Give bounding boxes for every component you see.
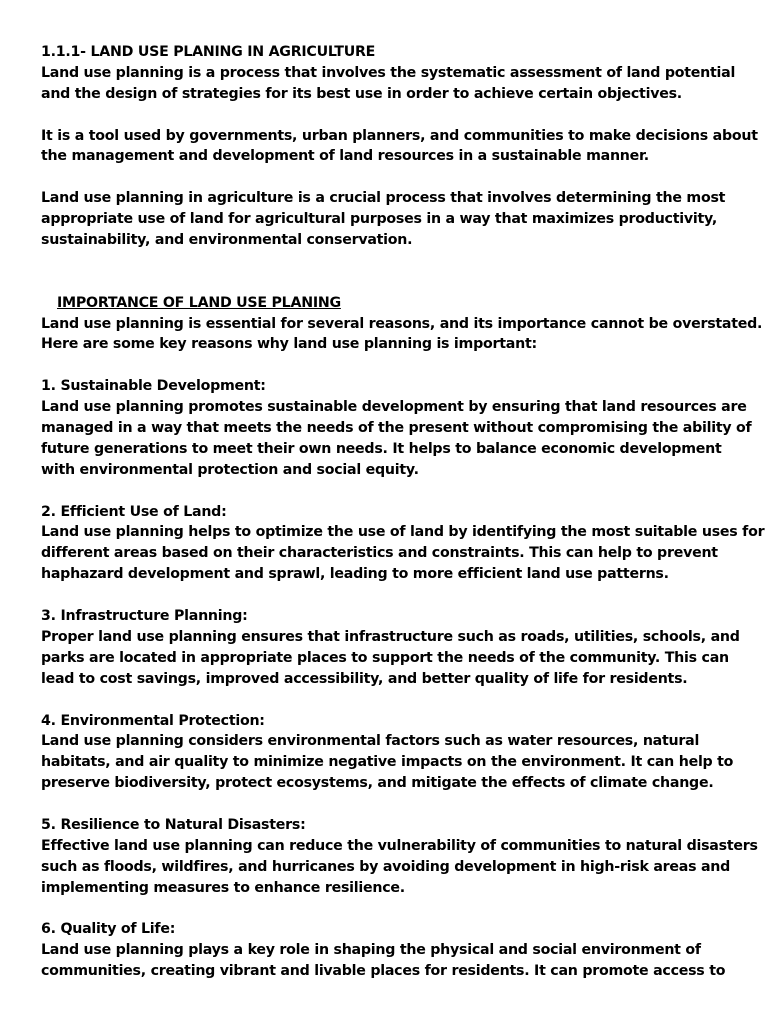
text-line: and the design of strategies for its best use in order to achieve certain objectives. [41,85,682,102]
reason-1 [41,376,752,480]
reason-heading: 6. Quality of Life: [41,921,176,938]
reason-2 [41,502,765,586]
text-line: Land use planning plays a key role in shaping the physical and social environment of [41,942,701,959]
intro-paragraph-1 [41,63,741,105]
text-line: sustainability, and environmental conservation. [41,232,413,249]
reason-heading: 3. Infrastructure Planning: [41,608,248,625]
text-line: implementing measures to enhance resilience. [41,879,405,896]
text-line: lead to cost savings, improved accessibility, and better quality of life for residents. [41,670,688,687]
text-line: future generations to meet their own needs. It helps to balance economic development [41,440,722,457]
reason-heading: 4. Environmental Protection: [41,712,265,729]
intro-paragraph-3 [41,188,741,251]
text-line: different areas based on their characteristics and constraints. This can help to prevent [41,545,718,562]
text-line: habitats, and air quality to minimize negative impacts on the environment. It can help to [41,754,734,771]
text-line: Land use planning is a process that involves the systematic assessment of land potential [41,64,736,81]
text-line: It is a tool used by governments, urban planners, and communities to make decisions about [41,127,758,144]
document-page [41,42,765,982]
text-line: Land use planning helps to optimize the use of land by identifying the most suitable uses for [41,524,765,541]
reason-5 [41,815,758,899]
text-line: haphazard development and sprawl, leading to more efficient land use patterns. [41,566,669,583]
text-line: communities, creating vibrant and livable places for residents. It can promote access to [41,963,726,980]
intro-paragraph-2 [41,126,758,168]
reason-6 [41,919,741,982]
text-line: with environmental protection and social equity. [41,461,419,478]
text-line: Here are some key reasons why land use planning is important: [41,336,537,353]
section-title: 1.1.1- LAND USE PLANING IN AGRICULTURE [41,44,376,60]
text-line: the management and development of land resources in a sustainable manner. [41,148,649,165]
reason-4 [41,711,741,795]
text-line: parks are located in appropriate places to support the needs of the community. This can [41,649,729,666]
text-line: appropriate use of land for agricultural purposes in a way that maximizes productivity, [41,211,718,228]
text-line: Land use planning considers environmental factors such as water resources, natural [41,733,700,750]
text-line: such as floods, wildfires, and hurricanes by avoiding development in high-risk areas and [41,858,731,875]
text-line: Land use planning is essential for several reasons, and its importance cannot be overstated. [41,315,763,332]
text-line: Effective land use planning can reduce the vulnerability of communities to natural disasters [41,837,758,854]
reason-heading: 5. Resilience to Natural Disasters: [41,816,306,833]
reason-heading: 1. Sustainable Development: [41,378,266,395]
text-line: preserve biodiversity, protect ecosystems, and mitigate the effects of climate change. [41,775,714,792]
reason-heading: 2. Efficient Use of Land: [41,503,227,520]
text-line: Land use planning in agriculture is a crucial process that involves determining the most [41,190,726,207]
importance-intro [41,314,763,356]
reason-3 [41,606,741,690]
importance-heading: IMPORTANCE OF LAND USE PLANING [57,294,341,311]
text-line: Land use planning promotes sustainable development by ensuring that land resources are [41,399,747,416]
text-line: managed in a way that meets the needs of the present without compromising the ability of [41,420,752,437]
text-line: Proper land use planning ensures that infrastructure such as roads, utilities, schools, and [41,628,740,645]
